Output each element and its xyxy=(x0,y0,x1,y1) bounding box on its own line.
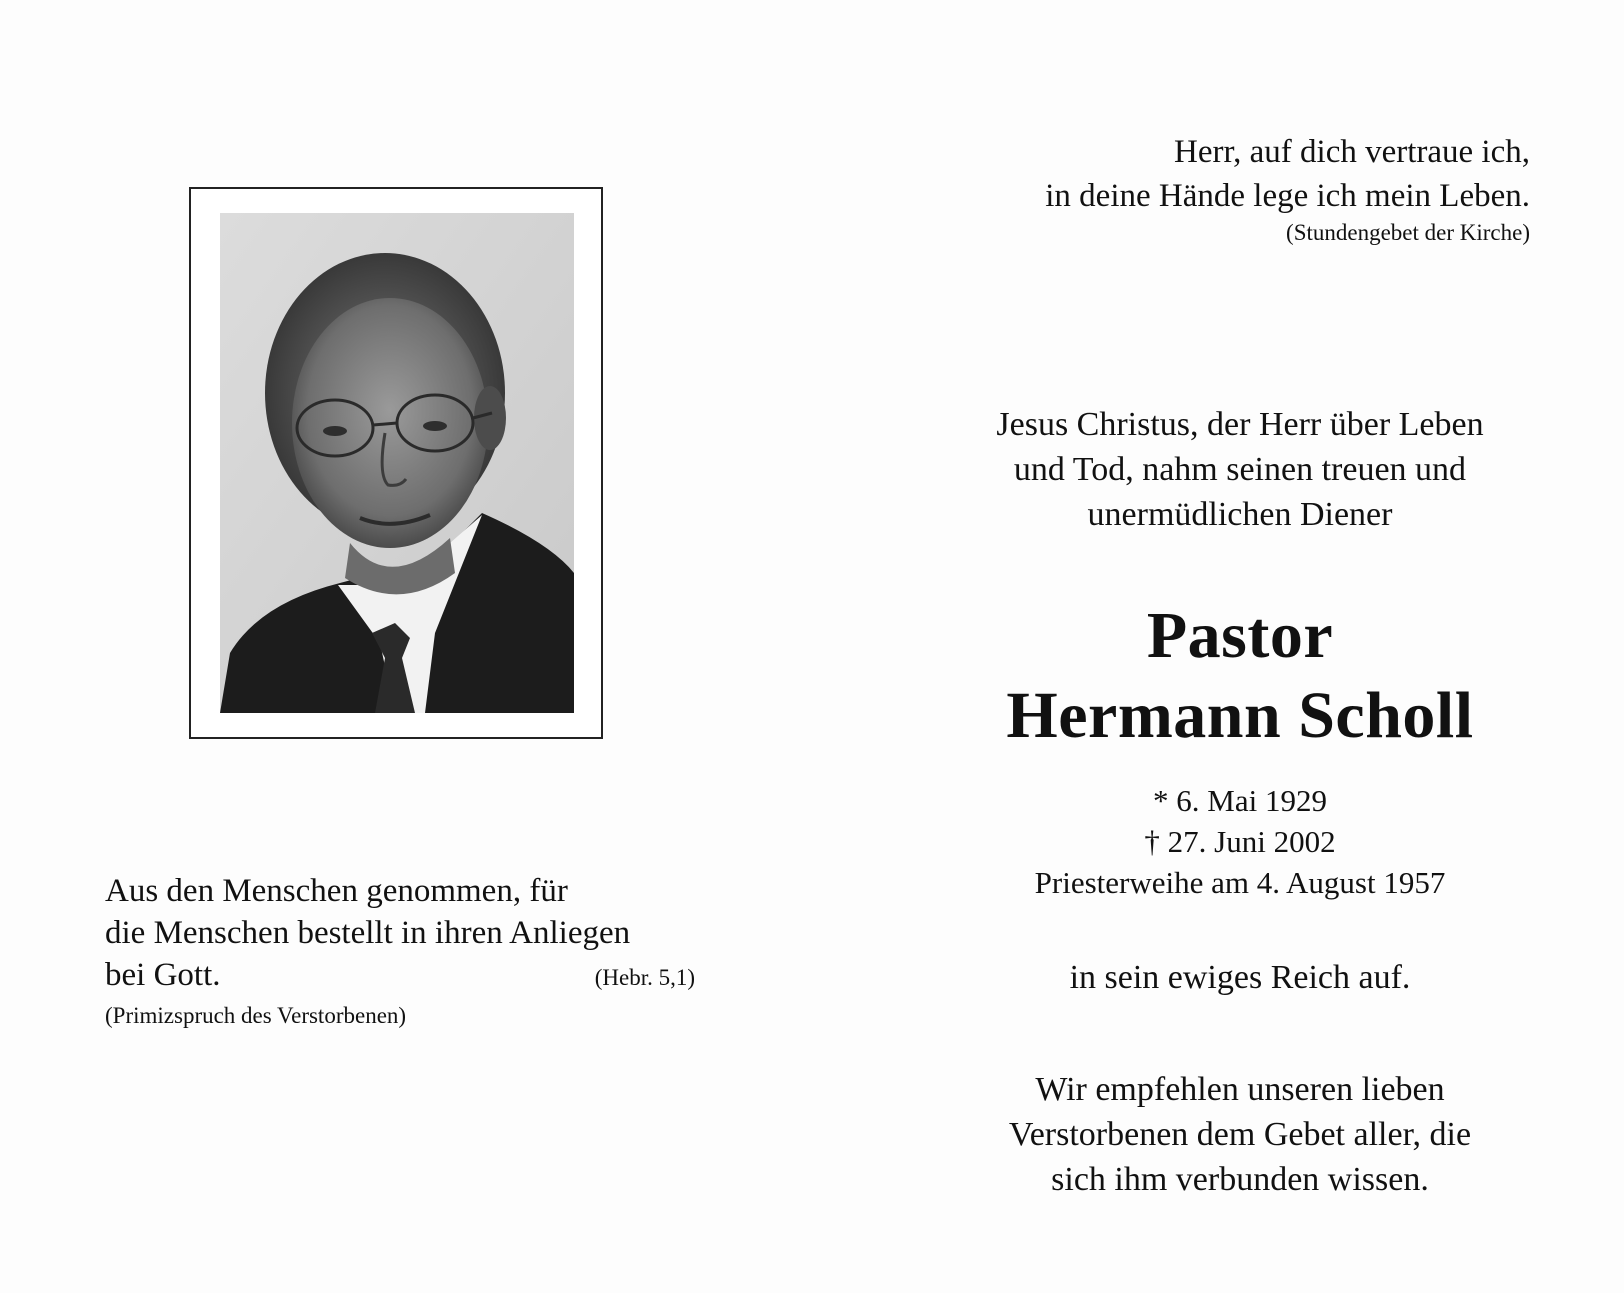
intro-line: unermüdlichen Diener xyxy=(1087,496,1393,533)
announcement-intro xyxy=(920,402,1560,537)
deceased-title: Pastor xyxy=(1146,599,1334,672)
deceased-name-block xyxy=(920,596,1560,756)
quote-line: die Menschen bestellt in ihren Anliegen xyxy=(105,915,631,951)
portrait-frame xyxy=(189,187,603,739)
life-dates xyxy=(920,780,1560,903)
intro-line: und Tod, nahm seinen treuen und xyxy=(1013,451,1467,488)
quote-line-with-reference xyxy=(105,954,695,999)
birth-date: * 6. Mai 1929 xyxy=(1153,783,1327,818)
ordination-date: Priesterweihe am 4. August 1957 xyxy=(1034,865,1446,900)
epigraph-line: Herr, auf dich vertraue ich, xyxy=(1174,134,1530,170)
quote-reference: (Hebr. 5,1) xyxy=(594,965,695,990)
quote-attribution: (Primizspruch des Verstorbenen) xyxy=(105,1003,407,1028)
epigraph-source: (Stundengebet der Kirche) xyxy=(1286,220,1530,245)
prayer-line: Verstorbenen dem Gebet aller, die xyxy=(1008,1116,1472,1153)
deceased-name: Hermann Scholl xyxy=(1006,679,1474,752)
intro-line: Jesus Christus, der Herr über Leben xyxy=(996,406,1484,443)
portrait-illustration xyxy=(220,213,574,713)
primiz-quote xyxy=(105,870,695,1031)
quote-line: Aus den Menschen genommen, für xyxy=(105,873,568,909)
portrait-photo xyxy=(220,213,574,713)
quote-line: bei Gott. xyxy=(105,957,221,993)
death-date: † 27. Juni 2002 xyxy=(1144,824,1336,859)
prayer-request xyxy=(920,1067,1560,1202)
epigraph-line: in deine Hände lege ich mein Leben. xyxy=(1045,178,1530,214)
announcement-closing: in sein ewiges Reich auf. xyxy=(1069,959,1411,996)
prayer-line: Wir empfehlen unseren lieben xyxy=(1035,1071,1445,1108)
prayer-line: sich ihm verbunden wissen. xyxy=(1051,1161,1429,1198)
epigraph xyxy=(940,130,1530,248)
